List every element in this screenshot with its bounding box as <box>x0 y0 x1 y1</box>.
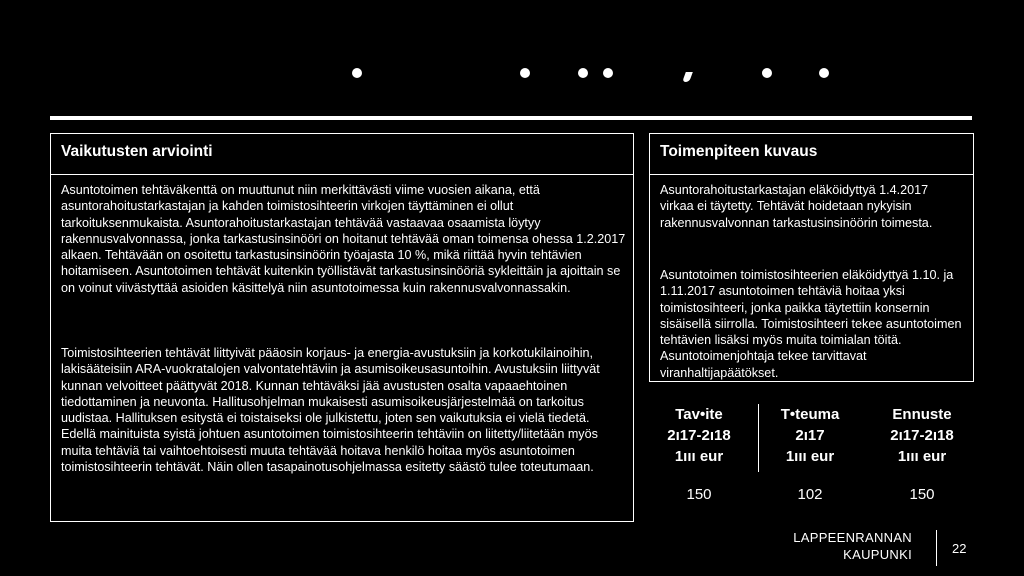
stats-divider <box>758 404 759 472</box>
organization-name <box>770 529 912 563</box>
measure-description-title: Toimenpiteen kuvaus <box>660 143 818 160</box>
impact-assessment-box <box>50 133 634 522</box>
budget-stats <box>649 404 972 474</box>
slide-title-obscured <box>0 62 1024 92</box>
organization-line-2: KAUPUNKI <box>843 547 912 562</box>
stat-actual <box>760 404 860 467</box>
stat-forecast <box>872 404 972 467</box>
impact-assessment-title: Vaikutusten arviointi <box>61 143 213 160</box>
organization-line-1: LAPPEENRANNAN <box>793 530 912 545</box>
stat-target-label: Tav•ite <box>675 406 723 423</box>
stat-forecast-period: 2ı17-2ı18 <box>890 427 954 444</box>
footer-divider <box>936 530 937 566</box>
impact-paragraph-1: Asuntotoimen tehtäväkenttä on muuttunut niin merkittävästi viime vuosien aikana, että asuntorahoitustarkastajan ja kahden toimistosihteerin virkojen täyttäminen ei ollut tarkoituksenmukaista. Asuntorahoitustarkastajan tehtävää vastaavaa osaamista löytyy rakennusvalvonnassa, jonka tarkastusinsinööri on hoitanut tehtävää oman toimensa ohessa 1.2.2017 alkaen. Tehtävään on osoitettu tarkastusinsinöörin työajasta 10 %, mikä riittää hyvin tehtävien hoitamiseen. Asuntotoimen tehtävät kuitenkin työllistävät tarkastusinsinööriä sykleittäin ja ajoittain se on voinut viivästyttää asioiden käsittelyä niin asuntotoimessa kuin rakennusvalvonnassakin. <box>61 183 626 295</box>
measure-paragraph-2: Asuntotoimen toimistosihteerien eläköidyttyä 1.10. ja 1.11.2017 asuntotoimen tehtäviä hoitaa yksi toimistosihteeri, jonka paikka täytettiin konsernin sisäisellä siirrolla. Toimistosihteeri tekee asuntotoimen tehtävien lisäksi myös muita toimialan töitä. Asuntotoimenjohtaja tekee tarvittavat viranhaltijapäätökset. <box>660 268 962 380</box>
stat-actual-label: T•teuma <box>780 406 840 423</box>
impact-assessment-header <box>51 134 633 175</box>
stat-forecast-label: Ennuste <box>892 406 952 423</box>
page-number: 22 <box>952 541 967 556</box>
stat-actual-unit: 1ııı eur <box>785 448 835 465</box>
stat-forecast-value: 150 <box>909 486 935 503</box>
stat-target-period: 2ı17-2ı18 <box>667 427 731 444</box>
budget-values <box>649 486 972 506</box>
stat-target <box>649 404 749 467</box>
stat-actual-period: 2ı17 <box>795 427 825 444</box>
stat-target-value: 150 <box>686 486 712 503</box>
measure-description-header <box>650 134 973 175</box>
measure-description-box <box>649 133 974 382</box>
stat-forecast-unit: 1ııı eur <box>897 448 947 465</box>
measure-paragraph-1: Asuntorahoitustarkastajan eläköidyttyä 1.4.2017 virkaa ei täytetty. Tehtävät hoidetaan nykyisin rakennusvalvonnan tarkastusinsinöörin toimesta. <box>660 183 933 230</box>
stat-target-unit: 1ııı eur <box>674 448 724 465</box>
title-divider <box>50 116 972 120</box>
stat-actual-value: 102 <box>797 486 823 503</box>
impact-paragraph-2: Toimistosihteerien tehtävät liittyivät pääosin korjaus- ja energia-avustuksiin ja korkotukilainoihin, lakisääteisiin ARA-vuokratalojen valvontatehtäviin ja asumisoikeusasuntoihin. Avustuksiin liittyvät kunnan velvoitteet päättyvät 2018. Kunnan tehtäväksi jää avustusten osalta vapaaehtoinen tiedottaminen ja neuvonta. Hallitusohjelman mukaisesti asumisoikeusjärjestelmää on tarkoitus uudistaa. Hallituksen esitystä ei toistaiseksi ole julkistettu, joten sen vaikutuksia ei vielä tiedetä. Edellä mainituista syistä johtuen asuntotoimen toimistosihteerin tehtäviin on liitetty/liitetään myös muita tehtäviä tai vaihtoehtoisesti muuta tehtävää hoitava henkilö hoitaa myös asuntotoimen toimistosihteerin tehtävät. Näin ollen tasapainotusohjelmassa esitetty säästö tulee toteutumaan. <box>61 346 600 475</box>
